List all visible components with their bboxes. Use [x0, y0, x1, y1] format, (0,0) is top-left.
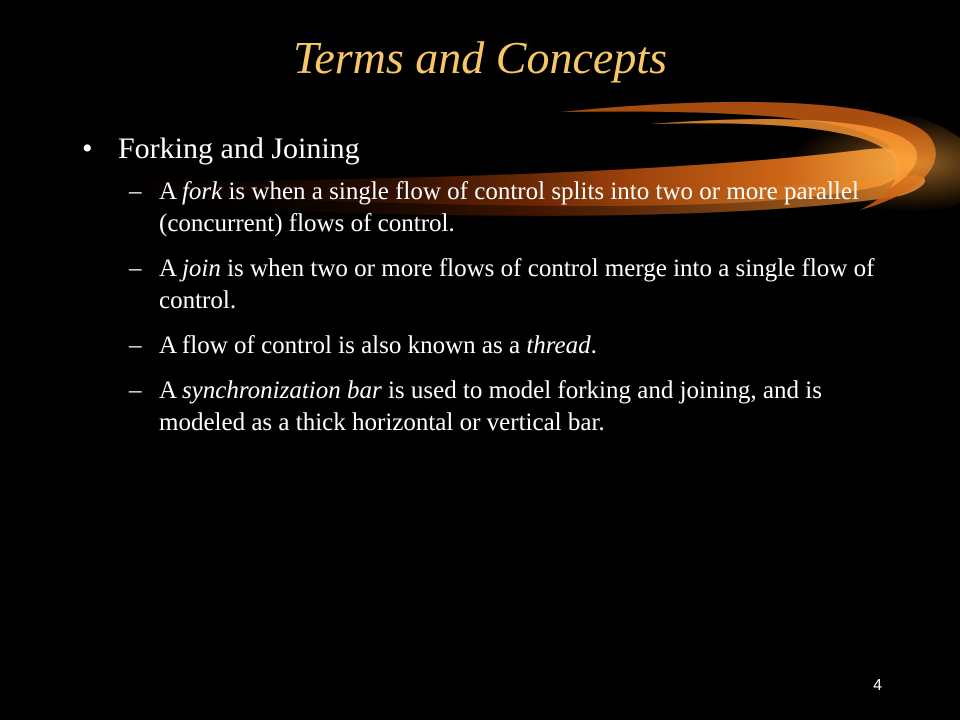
- sub-bullet-item-synchronization-bar: [129, 375, 882, 439]
- sub-bullet-item-thread: [129, 330, 882, 362]
- slide-title: Terms and Concepts: [293, 32, 667, 83]
- dash-icon: –: [129, 331, 142, 359]
- dash-icon: –: [129, 177, 142, 205]
- bullet-text: Forking and Joining: [118, 132, 360, 165]
- slide-content: [82, 130, 882, 452]
- sub-bullet-list: [129, 176, 882, 439]
- dash-icon: –: [129, 376, 142, 404]
- bullet-icon: •: [82, 132, 93, 165]
- sub-bullet-item-join: [129, 253, 882, 317]
- sub-bullet-item-fork: [129, 176, 882, 240]
- dash-icon: –: [129, 254, 142, 282]
- page-number: 4: [873, 677, 882, 694]
- sub-bullet-text: A flow of control is also known as a thread.: [159, 331, 597, 359]
- sub-bullet-text: A join is when two or more flows of control merge into a single flow of control.: [159, 254, 875, 314]
- bullet-item: [82, 130, 882, 168]
- sub-bullet-text: A synchronization bar is used to model forking and joining, and is modeled as a thick horizontal or vertical bar.: [159, 376, 822, 436]
- sub-bullet-text: A fork is when a single flow of control splits into two or more parallel (concurrent) flows of control.: [159, 177, 859, 237]
